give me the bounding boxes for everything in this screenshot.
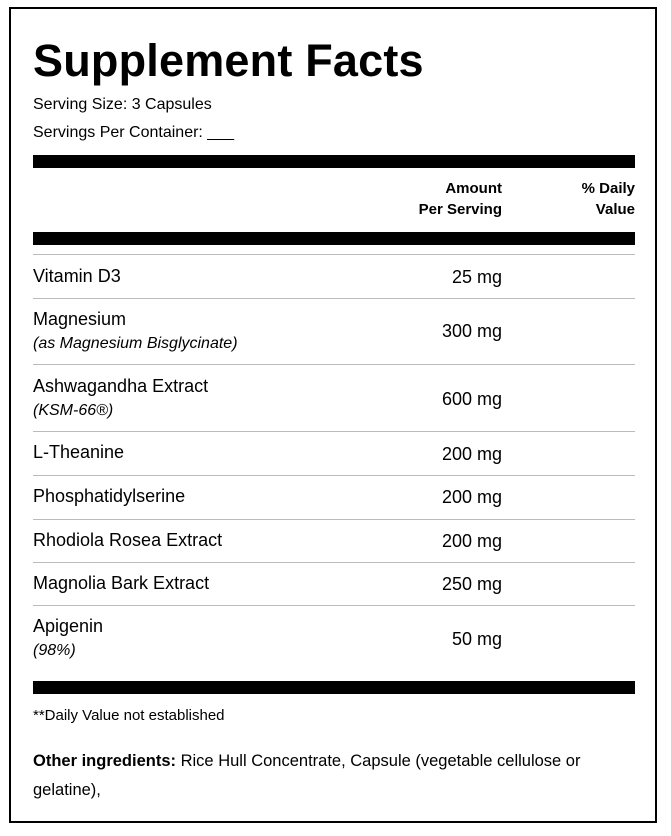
table-row <box>33 299 635 365</box>
thick-divider-header <box>33 232 635 245</box>
amount-header-line1: Amount <box>445 180 502 197</box>
other-ingredients <box>33 747 635 805</box>
ingredient-amount: 600 mg <box>441 389 502 409</box>
thick-divider-bottom <box>33 681 635 694</box>
ingredient-name: L-Theanine <box>33 442 125 462</box>
ingredient-name: Ashwagandha Extract <box>33 376 209 396</box>
ingredient-name: Vitamin D3 <box>33 266 121 286</box>
ingredient-form: (as Magnesium Bisglycinate) <box>33 335 238 352</box>
table-row <box>33 432 635 475</box>
table-row <box>33 255 635 298</box>
ingredient-form: (98%) <box>33 642 76 659</box>
servings-per-container: Servings Per Container: ___ <box>33 124 234 141</box>
dv-header-line1: % Daily <box>581 180 635 197</box>
ingredient-amount: 25 mg <box>451 267 502 287</box>
ingredient-form: (KSM-66®) <box>33 402 114 419</box>
ingredient-amount: 200 mg <box>441 531 502 551</box>
table-row <box>33 476 635 519</box>
serving-size: Serving Size: 3 Capsules <box>33 96 212 113</box>
ingredient-amount: 200 mg <box>441 487 502 507</box>
amount-per-serving-header <box>419 178 502 220</box>
panel-title: Supplement Facts <box>33 35 424 86</box>
ingredient-name: Magnesium <box>33 309 127 329</box>
supplement-facts-panel <box>9 7 657 823</box>
thick-divider-top <box>33 155 635 168</box>
ingredient-name: Rhodiola Rosea Extract <box>33 530 223 550</box>
daily-value-footnote: **Daily Value not established <box>33 707 225 724</box>
ingredient-amount: 50 mg <box>451 629 502 649</box>
other-ingredients-text: Rice Hull Concentrate, Capsule (vegetable cellulose or gelatine), <box>33 752 581 799</box>
ingredient-name: Magnolia Bark Extract <box>33 573 210 593</box>
daily-value-header <box>582 178 635 220</box>
table-row <box>33 520 635 563</box>
other-ingredients-label: Other ingredients: <box>33 752 177 770</box>
ingredient-amount: 300 mg <box>441 321 502 341</box>
ingredient-name: Apigenin <box>33 616 104 636</box>
amount-header-line2: Per Serving <box>418 201 502 218</box>
table-row <box>33 563 635 606</box>
table-row <box>33 365 635 431</box>
ingredient-amount: 250 mg <box>441 574 502 594</box>
dv-header-line2: Value <box>595 201 635 218</box>
ingredient-amount: 200 mg <box>441 444 502 464</box>
ingredient-name: Phosphatidylserine <box>33 486 186 506</box>
table-row <box>33 606 635 676</box>
